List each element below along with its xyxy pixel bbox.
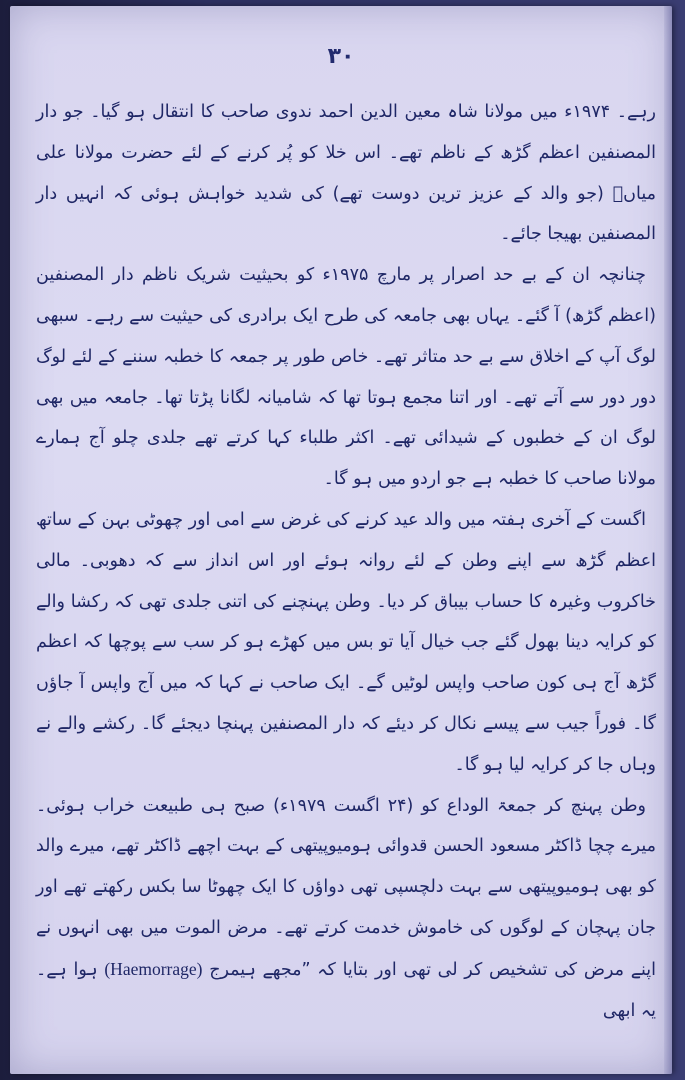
page-number: ۳۰ xyxy=(327,44,355,69)
latin-term: (Haemorrage) xyxy=(104,958,203,979)
paragraph-4-tail: ہوا ہے۔ یہ ابھی xyxy=(36,959,656,1021)
paragraph-2: چنانچہ ان کے بے حد اصرار پر مارچ ۱۹۷۵ء کو بحیثیت شریک ناظم دار المصنفین (اعظم گڑھ) آ گئے۔ یہاں بھی جامعہ کی طرح ایک برادری کی حیثیت سے رہے۔ سبھی لوگ آپ کے اخلاق سے بے حد متاثر تھے۔ خاص طور پر جمعہ کا خطبہ سننے کے لئے لوگ دور دور سے آتے تھے۔ اور اتنا مجمع ہوتا تھا کہ شامیانہ لگانا پڑتا تھا۔ جامعہ میں بھی لوگ ان کے خطبوں کے شیدائی تھے۔ اکثر طلباء کہا کرتے تھے جلدی چلو آج ہمارے مولانا صاحب کا خطبہ ہے جو اردو میں ہو گا۔ xyxy=(35,265,656,490)
paragraph-1: رہے۔ ۱۹۷۴ء میں مولانا شاہ معین الدین احمد ندوی صاحب کا انتقال ہو گیا۔ جو دار المصنفین اعظم گڑھ کے ناظم تھے۔ اس خلا کو پُر کرنے کے لئے حضرت مولانا علی میاںؒ (جو والد کے عزیز ترین دوست تھے) کی شدید خواہش ہوئی کہ انہیں دار المصنفین بھیجا جائے۔ xyxy=(36,102,656,245)
book-page xyxy=(10,6,672,1074)
paragraph-3: اگست کے آخری ہفتہ میں والد عید کرنے کی غرض سے امی اور چھوٹی بہن کے ساتھ اعظم گڑھ سے اپنے وطن کے لئے روانہ ہوئے اور اس انداز سے کہ دھوبی۔ مالی خاکروب وغیرہ کا حساب بیباق کر دیا۔ وطن پہنچنے کی اتنی جلدی تھی کہ رکشا والے کو کرایہ دینا بھول گئے جب خیال آیا تو بس میں کھڑے ہو کر سب سے پوچھا کہ اعظم گڑھ آج ہی کون صاحب واپس لوٹیں گے۔ ایک صاحب نے کہا کہ میں آج واپس آ جاؤں گا۔ فوراً جیب سے پیسے نکال کر دیئے کہ دار المصنفین پہنچا دیجئے گا۔ رکشے والے نے وہاں جا کر کرایہ لیا ہو گا۔ xyxy=(36,509,656,775)
body-text xyxy=(36,92,656,1031)
paragraph-4 xyxy=(36,786,656,1032)
paragraph-4-text: وطن پہنچ کر جمعۃ الوداع کو (۲۴ اگست ۱۹۷۹ء) صبح ہی طبیعت خراب ہوئی۔ میرے چچا ڈاکٹر مسعود الحسن قدوائی ہومیوپیتھی کے بہت اچھے ڈاکٹر تھے، میرے والد کو بھی ہومیوپیتھی سے بہت دلچسپی تھی دواؤں کا ایک چھوٹا سا بکس رکھتے تھے اور جان پہچان کے لوگوں کی خاموش خدمت کرتے تھے۔ مرض الموت میں بھی انہوں نے اپنے مرض کی تشخیص کر لی تھی اور بتایا کہ ”مجھے ہیمرج xyxy=(36,795,656,980)
